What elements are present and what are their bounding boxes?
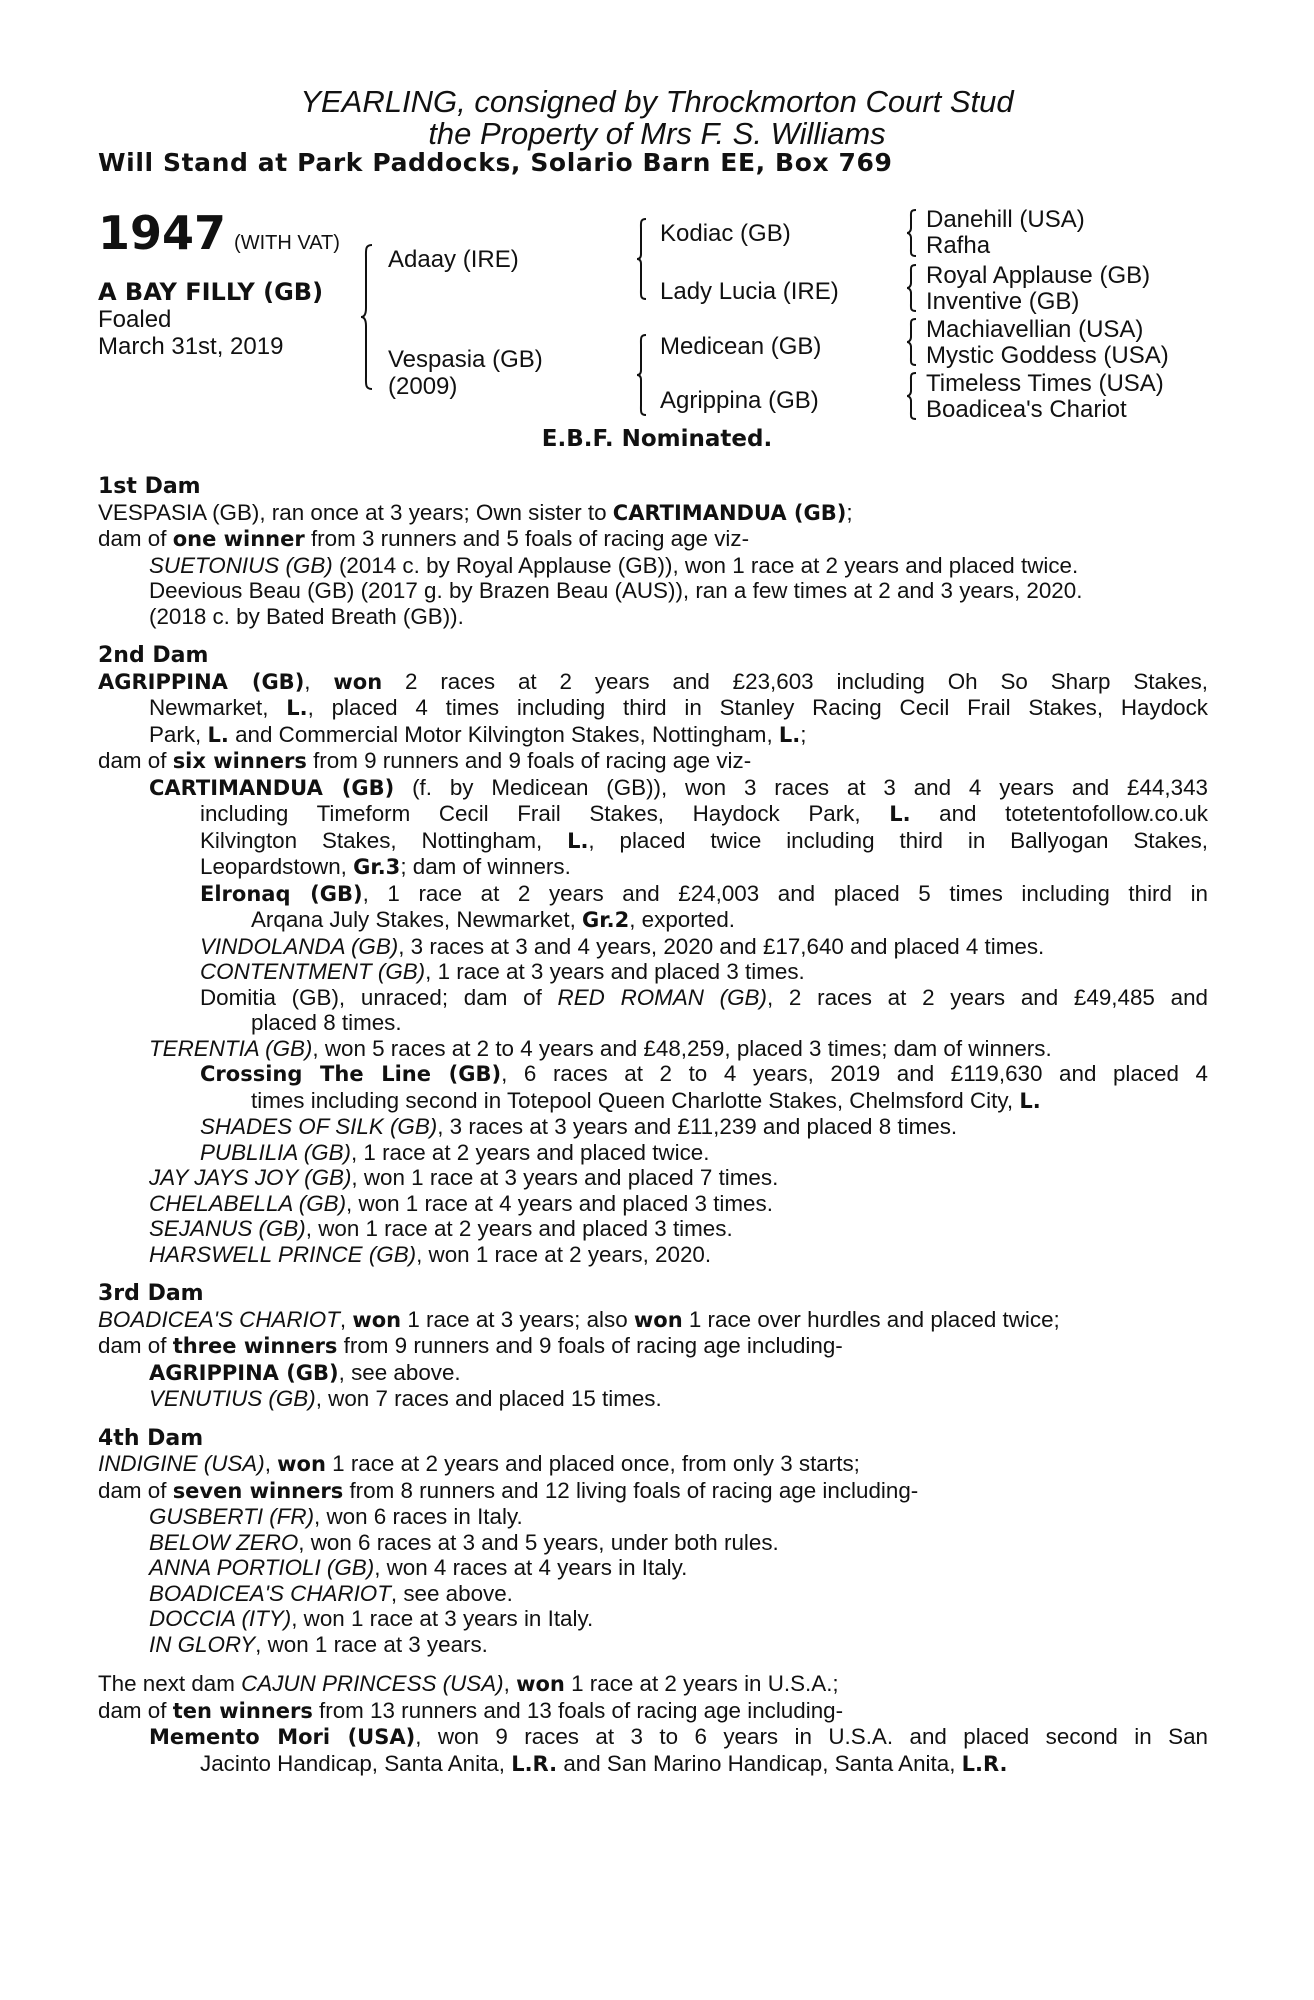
text-run: dam of [98, 748, 173, 773]
bold-text: AGRIPPINA (GB) [149, 1360, 339, 1385]
pedigree-text-line [98, 553, 1208, 579]
text-run: (2018 c. by Bated Breath (GB)). [149, 603, 464, 629]
text-run: , [264, 1451, 278, 1476]
pedigree-text-line [98, 828, 1208, 855]
pedigree-g4: Inventive (GB) [926, 288, 1080, 315]
pedigree-brace-sire [636, 218, 648, 300]
bold-text: L. [778, 722, 801, 747]
pedigree-brace-g4 [906, 372, 918, 420]
text-run: dam of [98, 1697, 173, 1723]
pedigree-dam-sire: Medicean (GB) [660, 333, 822, 360]
text-run: Leopardstown, [200, 854, 354, 879]
italic-text: ANNA PORTIOLI (GB) [149, 1555, 375, 1580]
bold-text: won [333, 669, 383, 694]
pedigree-sire-dam: Lady Lucia (IRE) [660, 278, 839, 305]
pedigree-text-line [98, 578, 1208, 604]
pedigree-g6: Mystic Goddess (USA) [926, 342, 1169, 369]
pedigree-text-line [98, 907, 1208, 934]
pedigree-brace-g2 [906, 264, 918, 312]
pedigree-text-line [98, 1504, 1208, 1530]
text-run: , won 1 race at 3 years. [255, 1631, 488, 1657]
pedigree-text-line [98, 1724, 1208, 1751]
pedigree-text-line [98, 1530, 1208, 1556]
pedigree-text-line [98, 1242, 1208, 1268]
text-run: from 13 runners and 13 foals of racing age including- [312, 1697, 844, 1723]
text-run: Newmarket, [149, 695, 287, 720]
text-run: from 9 runners and 9 foals of racing age viz- [306, 748, 752, 773]
pedigree-dam: Vespasia (GB) [388, 346, 543, 373]
pedigree-text-line [98, 1478, 1208, 1505]
lot-number: 1947 [98, 206, 227, 260]
pedigree-brace-g3 [906, 318, 918, 366]
bold-text: L.R. [961, 1751, 1008, 1776]
pedigree-text-line [98, 1216, 1208, 1242]
italic-text: CAJUN PRINCESS (USA) [241, 1671, 504, 1696]
pedigree-text-line [98, 669, 1208, 696]
bold-text: CARTIMANDUA (GB) [149, 775, 395, 800]
italic-text: IN GLORY [149, 1631, 256, 1657]
bold-text: L. [207, 722, 229, 747]
bold-text: AGRIPPINA (GB) [98, 669, 305, 694]
text-run: including Timeform Cecil Frail Stakes, Haydock Park, [200, 801, 890, 826]
text-run: , won 9 races at 3 to 6 years in U.S.A. and placed second in San [415, 1724, 1208, 1749]
text-run: and San Marino Handicap, Santa Anita, [557, 1750, 962, 1776]
ebf-nomination: E.B.F. Nominated. [541, 426, 773, 452]
pedigree-text-line [98, 1698, 1208, 1725]
pedigree-text-line [98, 1606, 1208, 1632]
pedigree-text-line [98, 526, 1208, 553]
italic-text: INDIGINE (USA) [98, 1451, 265, 1476]
pedigree-text-line [98, 1140, 1208, 1166]
pedigree-brace-gen1 [360, 244, 374, 390]
italic-text: RED ROMAN (GB) [557, 984, 767, 1010]
text-run: , [503, 1671, 517, 1696]
pedigree-text-line [98, 985, 1208, 1011]
pedigree-text-line [98, 1581, 1208, 1607]
pedigree-text-line [98, 500, 1208, 527]
pedigree-text-line [98, 1386, 1208, 1412]
foaled-date: March 31st, 2019 [98, 333, 284, 360]
bold-text: one winner [172, 527, 305, 551]
pedigree-g2: Rafha [926, 232, 991, 259]
vat-note: (WITH VAT) [234, 232, 340, 254]
text-run: , won 1 race at 4 years and placed 3 times. [346, 1190, 773, 1216]
italic-text: SEJANUS (GB) [149, 1216, 306, 1241]
bold-text: L. [1019, 1088, 1041, 1113]
bold-text: L. [286, 696, 308, 720]
text-run: placed 8 times. [251, 1010, 402, 1035]
pedigree-text-line [98, 1114, 1208, 1140]
text-run: from 8 runners and 12 living foals of racing age including- [343, 1477, 919, 1503]
bold-text: won [633, 1307, 683, 1332]
bold-text: Crossing The Line (GB) [200, 1062, 502, 1086]
pedigree-brace-dam [636, 334, 648, 416]
text-run: , won 1 race at 3 years and placed 7 times. [351, 1165, 779, 1190]
pedigree-text-line [98, 801, 1208, 828]
text-run: from 3 runners and 5 foals of racing age viz- [304, 526, 750, 551]
pedigree-text-line [98, 1451, 1208, 1478]
pedigree-text-line [98, 854, 1208, 881]
text-run: , see above. [390, 1580, 513, 1606]
italic-text: DOCCIA (ITY) [149, 1606, 292, 1631]
text-run: Domitia (GB), unraced; dam of [200, 984, 558, 1010]
text-run: , won 1 race at 3 years in Italy. [291, 1606, 594, 1631]
italic-text: GUSBERTI (FR) [149, 1504, 315, 1529]
italic-text: BOADICEA'S CHARIOT [149, 1580, 391, 1606]
text-run: , won 4 races at 4 years in Italy. [374, 1555, 688, 1580]
bold-text: Memento Mori (USA) [149, 1725, 416, 1749]
text-run: ; dam of winners. [400, 854, 571, 879]
text-run: , see above. [338, 1359, 461, 1385]
text-run: dam of [98, 1333, 173, 1358]
pedigree-text-line [98, 959, 1208, 985]
lot-description: A BAY FILLY (GB) [98, 278, 324, 306]
section-heading: 2nd Dam [98, 643, 209, 668]
text-run: , placed 4 times including third in Stanley Racing Cecil Frail Stakes, Haydock [307, 695, 1208, 720]
bold-text: won [277, 1452, 326, 1476]
text-run: Park, [149, 721, 208, 747]
text-run: times including second in Totepool Queen Charlotte Stakes, Chelmsford City, [251, 1087, 1020, 1113]
pedigree-g3: Royal Applause (GB) [926, 262, 1151, 289]
text-run: and totetentofollow.co.uk [910, 801, 1209, 826]
text-run: , won 5 races at 2 to 4 years and £48,259, placed 3 times; dam of winners. [312, 1035, 1052, 1061]
pedigree-g7: Timeless Times (USA) [926, 370, 1164, 397]
text-run: dam of [98, 526, 173, 551]
pedigree-sire-sire: Kodiac (GB) [660, 220, 791, 247]
pedigree-text-line [98, 1165, 1208, 1191]
text-run: (2014 c. by Royal Applause (GB)), won 1 race at 2 years and placed twice. [332, 552, 1079, 578]
pedigree-text-line [98, 1671, 1208, 1698]
text-run: , won 6 races at 3 and 5 years, under both rules. [298, 1529, 779, 1555]
pedigree-text-line [98, 1555, 1208, 1581]
text-run: Arqana July Stakes, Newmarket, [251, 907, 583, 932]
text-run: 1 race at 3 years; also [401, 1306, 634, 1332]
bold-text: seven winners [172, 1478, 344, 1503]
pedigree-text-line [98, 1333, 1208, 1360]
text-run: VESPASIA (GB), ran once at 3 years; Own sister to [98, 499, 613, 525]
pedigree-text-line [98, 604, 1208, 630]
text-run: , won 1 race at 2 years and placed 3 times. [305, 1216, 733, 1241]
pedigree-g1: Danehill (USA) [926, 206, 1085, 233]
text-run: , [304, 668, 334, 694]
pedigree-g5: Machiavellian (USA) [926, 316, 1144, 343]
text-run: , won 7 races and placed 15 times. [315, 1386, 662, 1411]
text-run: (f. by Medicean (GB)), won 3 races at 3 and 4 years and £44,343 [394, 774, 1208, 800]
pedigree-text-line [98, 1360, 1208, 1387]
bold-text: won [516, 1672, 565, 1696]
pedigree-text-line [98, 722, 1208, 749]
pedigree-text-line [98, 1036, 1208, 1062]
text-run: , exported. [629, 907, 736, 932]
pedigree-brace-g1 [906, 209, 918, 257]
bold-text: ten winners [172, 1698, 313, 1723]
italic-text: SUETONIUS (GB) [149, 552, 333, 578]
italic-text: BOADICEA'S CHARIOT [98, 1306, 340, 1332]
consignor-line: YEARLING, consigned by Throckmorton Court Stud [300, 84, 1014, 119]
italic-text: CHELABELLA (GB) [149, 1190, 347, 1216]
text-run: ; [800, 721, 807, 747]
text-run: 2 races at 2 years and £23,603 including Oh So Sharp Stakes, [382, 668, 1208, 694]
bold-text: won [352, 1307, 402, 1332]
italic-text: JAY JAYS JOY (GB) [149, 1165, 352, 1190]
text-run: Jacinto Handicap, Santa Anita, [200, 1750, 512, 1776]
pedigree-text-line [98, 1088, 1208, 1115]
text-run: Deevious Beau (GB) (2017 g. by Brazen Beau (AUS)), ran a few times at 2 and 3 years, 2020. [149, 578, 1083, 603]
text-run: , 6 races at 2 to 4 years, 2019 and £119,630 and placed 4 [501, 1061, 1208, 1086]
pedigree-text-line [98, 748, 1208, 775]
text-run: , placed twice including third in Ballyogan Stakes, [588, 827, 1209, 853]
text-run: , 1 race at 2 years and £24,003 and placed 5 times including third in [362, 880, 1208, 906]
property-line: the Property of Mrs F. S. Williams [428, 116, 886, 151]
text-run: Kilvington Stakes, Nottingham, [200, 827, 568, 853]
pedigree-text-line [98, 775, 1208, 802]
text-run: 1 race over hurdles and placed twice; [682, 1306, 1060, 1332]
italic-text: CONTENTMENT (GB) [200, 959, 426, 984]
lot-number-block [98, 206, 340, 260]
section-heading: 3rd Dam [98, 1281, 204, 1306]
location-line: Will Stand at Park Paddocks, Solario Barn EE, Box 769 [98, 148, 893, 177]
pedigree-text-line [98, 1632, 1208, 1658]
catalogue-body [98, 474, 1208, 1777]
pedigree-text-line [98, 1751, 1208, 1778]
pedigree-g8: Boadicea's Chariot [926, 396, 1127, 423]
bold-text: Elronaq (GB) [200, 881, 363, 906]
text-run: ; [846, 499, 853, 525]
pedigree-dam-dam: Agrippina (GB) [660, 387, 819, 414]
italic-text: PUBLILIA (GB) [200, 1139, 351, 1165]
text-run: , 2 races at 2 years and £49,485 and [766, 984, 1208, 1010]
text-run: and Commercial Motor Kilvington Stakes, Nottingham, [228, 721, 779, 747]
pedigree-sire: Adaay (IRE) [388, 246, 519, 273]
pedigree-text-line [98, 881, 1208, 908]
section-spacer [98, 1657, 1208, 1671]
text-run: , won 1 race at 2 years, 2020. [416, 1241, 712, 1267]
text-run: , 3 races at 3 and 4 years, 2020 and £17,640 and placed 4 times. [398, 933, 1045, 959]
pedigree-text-line [98, 1307, 1208, 1334]
bold-text: L.R. [511, 1751, 558, 1776]
text-run: , 3 races at 3 years and £11,239 and placed 8 times. [437, 1114, 958, 1139]
italic-text: BELOW ZERO [149, 1529, 299, 1555]
pedigree-text-line [98, 934, 1208, 960]
bold-text: three winners [172, 1334, 338, 1358]
text-run: , [339, 1306, 353, 1332]
text-run: , 1 race at 3 years and placed 3 times. [425, 959, 805, 984]
bold-text: six winners [172, 749, 307, 773]
text-run: 1 race at 2 years and placed once, from only 3 starts; [325, 1451, 860, 1476]
italic-text: VENUTIUS (GB) [149, 1386, 316, 1411]
bold-text: L. [889, 802, 911, 826]
pedigree-text-line [98, 695, 1208, 722]
pedigree-text-line [98, 1061, 1208, 1088]
pedigree-text-line [98, 1010, 1208, 1036]
italic-text: VINDOLANDA (GB) [200, 933, 399, 959]
text-run: 1 race at 2 years in U.S.A.; [564, 1671, 839, 1696]
foaled-label: Foaled [98, 306, 172, 333]
italic-text: HARSWELL PRINCE (GB) [149, 1241, 417, 1267]
text-run: dam of [98, 1477, 173, 1503]
bold-text: CARTIMANDUA (GB) [612, 500, 847, 525]
pedigree-dam-year: (2009) [388, 373, 458, 400]
text-run: from 9 runners and 9 foals of racing age including- [337, 1333, 843, 1358]
section-heading: 4th Dam [98, 1425, 204, 1451]
text-run: , won 6 races in Italy. [314, 1504, 523, 1529]
pedigree-text-line [98, 1191, 1208, 1217]
bold-text: Gr.2 [582, 908, 630, 932]
text-run: The next dam [98, 1671, 242, 1696]
section-heading: 1st Dam [98, 474, 201, 499]
italic-text: TERENTIA (GB) [149, 1035, 313, 1061]
italic-text: SHADES OF SILK (GB) [200, 1114, 438, 1139]
text-run: , 1 race at 2 years and placed twice. [350, 1139, 710, 1165]
bold-text: Gr.3 [353, 855, 401, 879]
bold-text: L. [567, 828, 589, 853]
